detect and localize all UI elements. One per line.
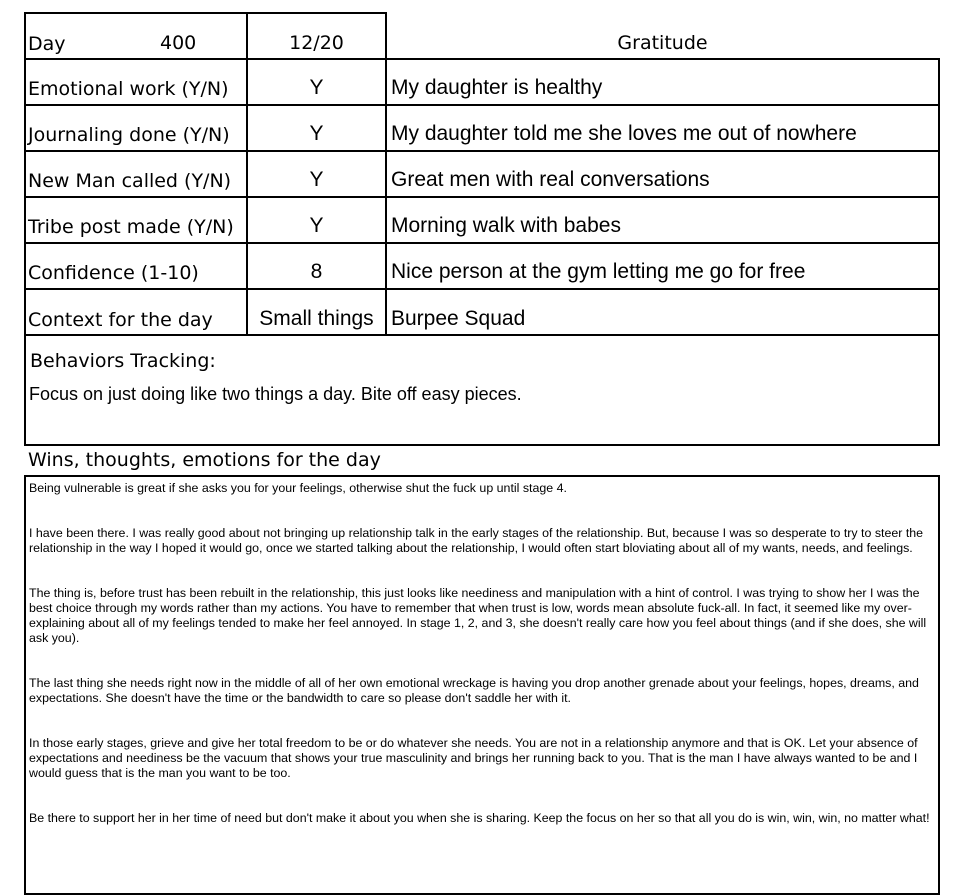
wins-notes xyxy=(24,475,940,895)
row-gratitude: Great men with real conversations xyxy=(391,168,710,191)
row-value: 8 xyxy=(310,260,323,283)
row-gratitude: Burpee Squad xyxy=(391,307,526,330)
wins-paragraph: Be there to support her in her time of need but don't make it about you when she is sharing. Keep the focus on her so that all you do is win, win, win, no matter what! xyxy=(29,811,930,825)
row-label: Context for the day xyxy=(28,309,213,331)
row-label: Confidence (1-10) xyxy=(28,262,199,284)
wins-paragraph: I have been there. I was really good about not bringing up relationship talk in the early stages of the relationship. But, because I was so desperate to try to steer the relationship in the way I hoped it would go, once we started talking about the relationship, I would often start bloviating about all of my wants, needs, and feelings. xyxy=(29,526,924,555)
row-value: Small things xyxy=(259,307,374,330)
gratitude-heading: Gratitude xyxy=(617,32,708,54)
wins-paragraph: Being vulnerable is great if she asks you for your feelings, otherwise shut the fuck up until stage 4. xyxy=(29,481,567,495)
row-value: Y xyxy=(309,122,324,145)
day-number: 400 xyxy=(160,32,197,54)
row-label: Emotional work (Y/N) xyxy=(28,78,229,100)
row-gratitude: My daughter is healthy xyxy=(391,76,603,99)
row-gratitude: My daughter told me she loves me out of nowhere xyxy=(391,122,857,145)
row-value: Y xyxy=(309,214,324,237)
behaviors-text: Focus on just doing like two things a day. Bite off easy pieces. xyxy=(29,384,522,404)
wins-paragraph: The last thing she needs right now in the middle of all of her own emotional wreckage is having you drop another grenade about your feelings, hopes, dreams, and expectations. She doesn't have the time or the bandwidth to care so please don't saddle her with it. xyxy=(29,676,919,705)
row-label: Journaling done (Y/N) xyxy=(28,124,230,146)
day-label: Day xyxy=(28,33,66,55)
behaviors-title: Behaviors Tracking: xyxy=(30,350,216,372)
date-value: 12/20 xyxy=(289,32,344,54)
row-gratitude: Morning walk with babes xyxy=(391,214,621,237)
wins-title: Wins, thoughts, emotions for the day xyxy=(28,449,381,471)
wins-paragraph: The thing is, before trust has been rebuilt in the relationship, this just looks like neediness and manipulation with a hint of control. I was trying to show her I was the best choice through my words rather than my actions. You have to remember that when trust is low, words mean absolute fuck-all. In fact, it seemed like my over-explaining about all of my feelings tended to make her feel annoyed. In stage 1, 2, and 3, she doesn't really care how you feel about things (and if she does, she will ask you). xyxy=(29,586,927,645)
row-label: Tribe post made (Y/N) xyxy=(28,216,234,238)
row-label: New Man called (Y/N) xyxy=(28,170,232,192)
row-gratitude: Nice person at the gym letting me go for free xyxy=(391,260,806,283)
wins-paragraph: In those early stages, grieve and give her total freedom to be or do whatever she needs. You are not in a relationship anymore and that is OK. Let your absence of expectations and neediness be the vacuum that shows your true masculinity and brings her running back to you. That is the man I have always wanted to be and I would guess that is the man you want to be too. xyxy=(29,736,918,780)
row-value: Y xyxy=(309,76,324,99)
row-value: Y xyxy=(309,168,324,191)
